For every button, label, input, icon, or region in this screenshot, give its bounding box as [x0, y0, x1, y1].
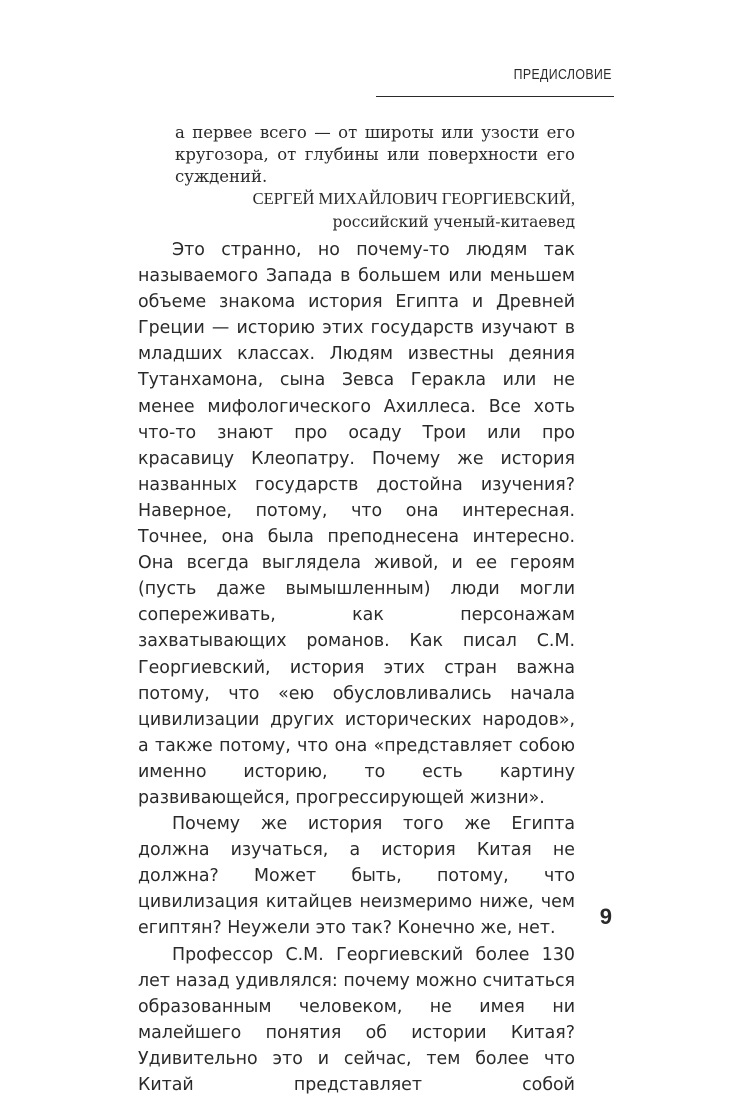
- epigraph-author-role: российский ученый-китаевед: [332, 213, 575, 231]
- paragraph: Почему же история того же Египта должна изучаться, а история Китая не должна? Может быть, потому, что цивилизация китайцев неизмеримо ниже, чем египтян? Неужели это так? Конечно же, нет.: [138, 814, 575, 939]
- paragraph: Это странно, но почему-то людям так называемого Запада в большем или меньшем объеме знакома история Египта и Древней Греции — историю этих государств изучают в младших классах. Людям известны деяния Тутанхамона, сына Зевса Геракла или не менее мифологического Ахиллеса. Все хоть что-то знают про осаду Трои или про красавицу Клеопатру. Почему же история названных государств достойна изучения? Наверное, потому, что она интересная. Точнее, она была преподнесена интересно. Она всегда выглядела живой, и ее героям (пусть даже вымышленным) люди могли сопереживать, как персонажам захватывающих романов. Как писал С.М. Георгиевский, история этих стран важна потому, что «ею обусловливались начала цивилизации других исторических народов», а также потому, что она «представляет собою именно историю, то есть картину развивающейся, прогрессирующей жизни».: [138, 240, 575, 808]
- epigraph: [175, 122, 575, 235]
- running-head-title: ПРЕДИСЛОВИЕ: [513, 66, 612, 83]
- epigraph-author: СЕРГЕЙ МИХАЙЛОВИЧ ГЕОРГИЕВСКИЙ,: [252, 189, 575, 208]
- main-text: [138, 237, 575, 1098]
- page-number: 9: [599, 904, 612, 929]
- paragraph: Профессор С.М. Георгиевский более 130 лет назад удивлялся: почему можно считаться образованным человеком, не имея ни малейшего понятия об истории Китая? Удивительно это и сейчас, тем более что Китай представляет собой: [138, 944, 575, 1095]
- header-rule: [376, 96, 614, 97]
- epigraph-quote: а первее всего — от широты или узости его кругозора, от глубины или поверхности его суждений.: [175, 123, 575, 186]
